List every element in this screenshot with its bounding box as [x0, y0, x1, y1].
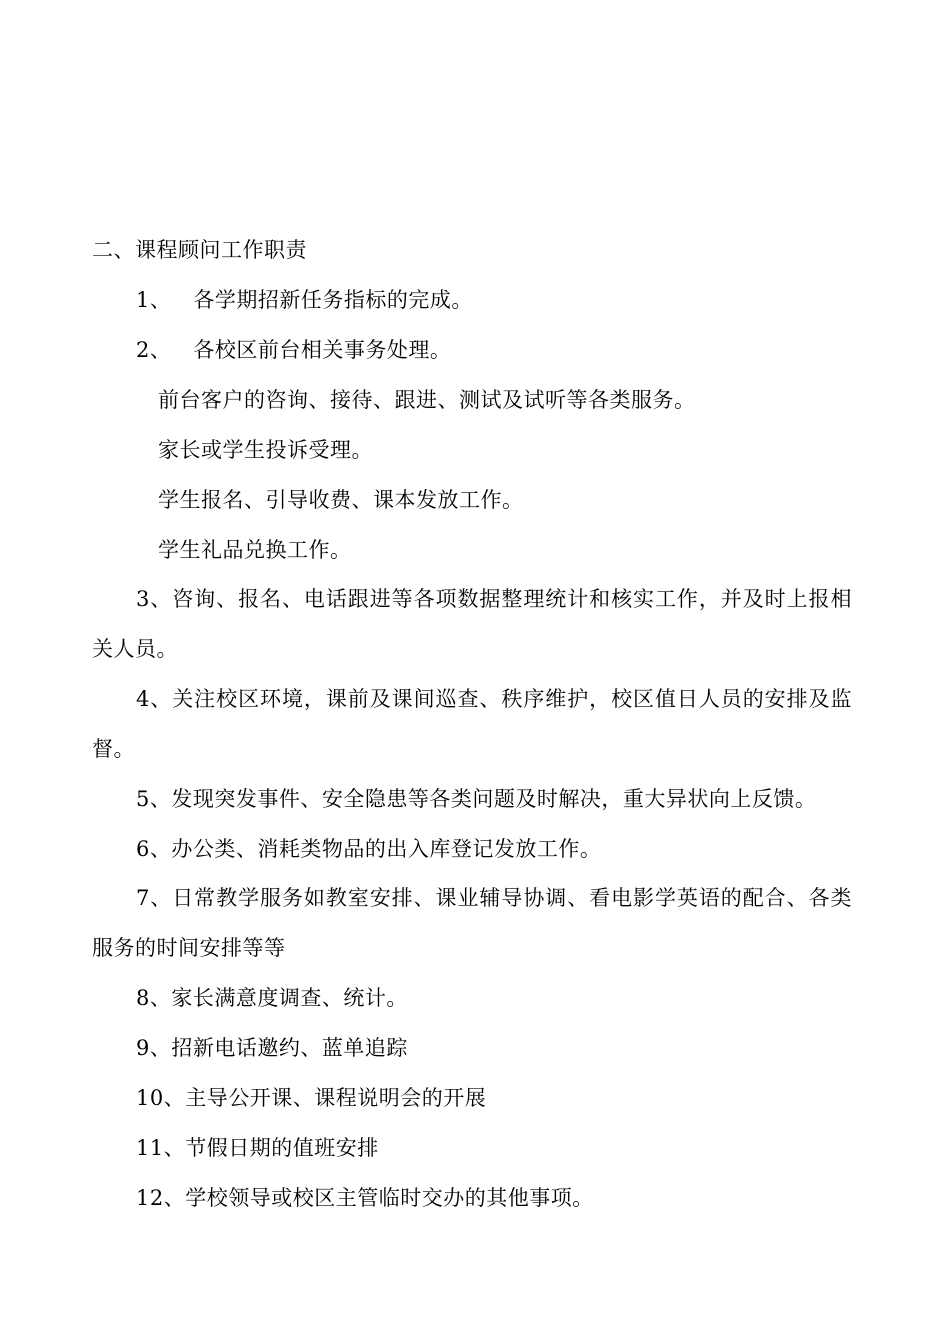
list-item-text: 各学期招新任务指标的完成。 [193, 288, 473, 312]
paragraph-7: 7、日常教学服务如教室安排、课业辅导协调、看电影学英语的配合、各类服务的时间安排等等 [92, 886, 852, 960]
paragraph-9: 9、招新电话邀约、蓝单追踪 [136, 1036, 408, 1060]
list-item-text: 各校区前台相关事务处理。 [193, 338, 452, 362]
section-heading: 二、课程顾问工作职责 [92, 238, 307, 262]
list-item-number: 2、 [136, 338, 172, 362]
sub-item-3: 学生报名、引导收费、课本发放工作。 [158, 488, 524, 512]
paragraph-5: 5、发现突发事件、安全隐患等各类问题及时解决，重大异状向上反馈。 [136, 787, 817, 811]
sub-item-1: 前台客户的咨询、接待、跟进、测试及试听等各类服务。 [158, 388, 696, 412]
list-item-number: 1、 [136, 288, 172, 312]
paragraph-8: 8、家长满意度调查、统计。 [136, 986, 408, 1010]
list-item-1 [136, 286, 473, 314]
sub-item-4: 学生礼品兑换工作。 [158, 538, 352, 562]
paragraph-4: 4、关注校区环境，课前及课间巡查、秩序维护，校区值日人员的安排及监督。 [92, 687, 852, 761]
paragraph-3: 3、咨询、报名、电话跟进等各项数据整理统计和核实工作，并及时上报相关人员。 [92, 587, 852, 661]
sub-item-2: 家长或学生投诉受理。 [158, 438, 373, 462]
paragraph-6: 6、办公类、消耗类物品的出入库登记发放工作。 [136, 837, 602, 861]
paragraph-10: 10、主导公开课、课程说明会的开展 [136, 1086, 487, 1110]
list-item-2 [136, 336, 451, 364]
paragraph-12: 12、学校领导或校区主管临时交办的其他事项。 [136, 1186, 594, 1210]
paragraph-11: 11、节假日期的值班安排 [136, 1136, 379, 1160]
